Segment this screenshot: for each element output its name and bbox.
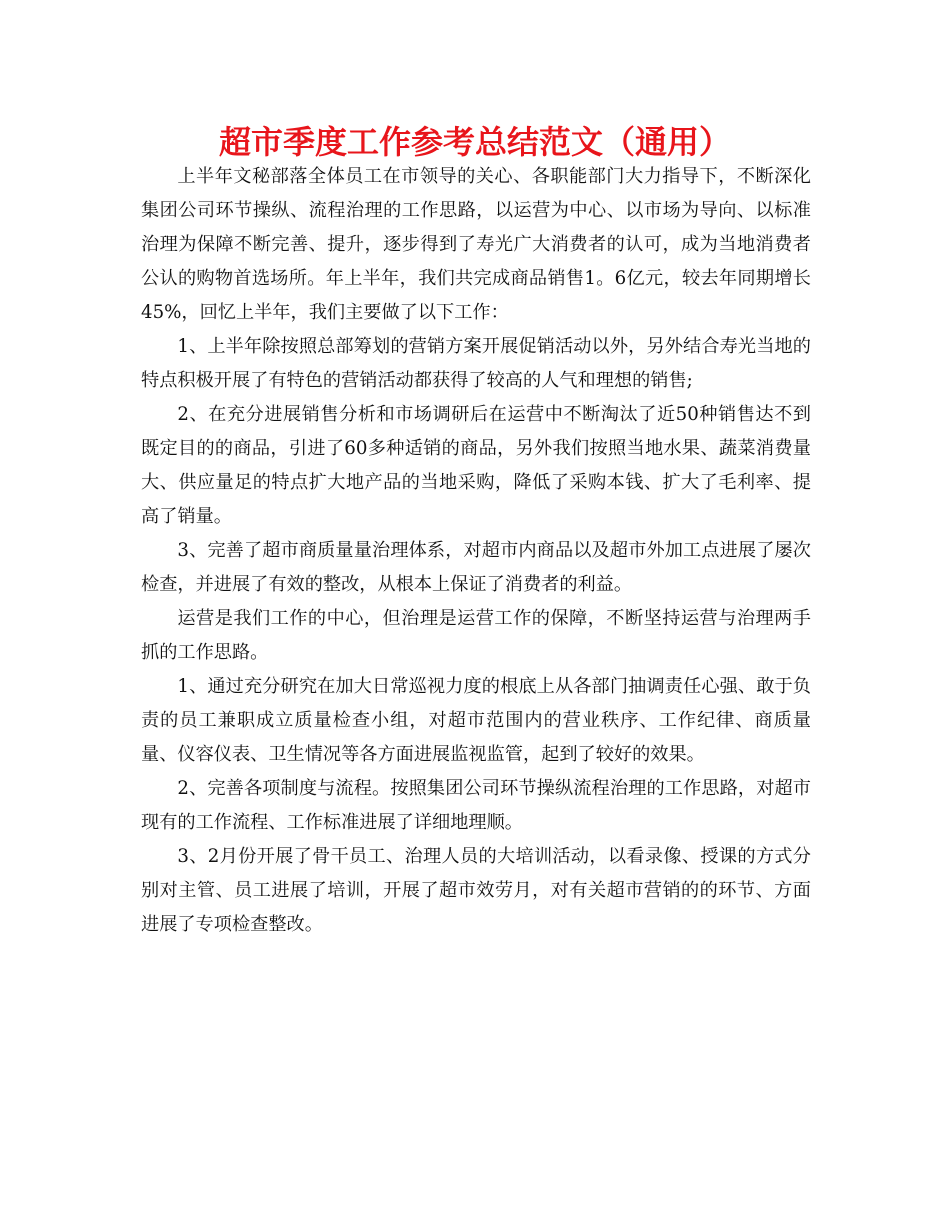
document-title: 超市季度工作参考总结范文（通用） xyxy=(218,123,731,161)
paragraph-marketing-item-1: 1、上半年除按照总部筹划的营销方案开展促销活动以外，另外结合寿光当地的特点积极开展了有特色的营销活动都获得了较高的人气和理想的销售; xyxy=(141,336,811,391)
paragraph-management-item-3: 3、2月份开展了骨干员工、治理人员的大培训活动，以看录像、授课的方式分别对主管、员工进展了培训，开展了超市效劳月，对有关超市营销的的环节、方面进展了专项检查整改。 xyxy=(141,846,811,935)
paragraph-marketing-item-3: 3、完善了超市商质量量治理体系，对超市内商品以及超市外加工点进展了屡次检查，并进展了有效的整改，从根本上保证了消费者的利益。 xyxy=(141,540,811,595)
paragraph-marketing-item-2: 2、在充分进展销售分析和市场调研后在运营中不断淘汰了近50种销售达不到既定目的的商品，引进了60多种适销的商品，另外我们按照当地水果、蔬菜消费量大、供应量足的特点扩大地产品的当地采购，降低了采购本钱、扩大了毛利率、提高了销量。 xyxy=(141,404,811,527)
paragraph-intro: 上半年文秘部落全体员工在市领导的关心、各职能部门大力指导下，不断深化集团公司环节操纵、流程治理的工作思路，以运营为中心、以市场为导向、以标准治理为保障不断完善、提升，逐步得到了寿光广大消费者的认可，成为当地消费者公认的购物首选场所。年上半年，我们共完成商品销售1。6亿元，较去年同期增长45%，回忆上半年，我们主要做了以下工作： xyxy=(141,166,811,323)
paragraph-management-item-1: 1、通过充分研究在加大日常巡视力度的根底上从各部门抽调责任心强、敢于负责的员工兼职成立质量检查小组，对超市范围内的营业秩序、工作纪律、商质量量、仪容仪表、卫生情况等各方面进展监视监管，起到了较好的效果。 xyxy=(141,676,811,765)
paragraph-management-item-2: 2、完善各项制度与流程。按照集团公司环节操纵流程治理的工作思路，对超市现有的工作流程、工作标准进展了详细地理顺。 xyxy=(141,778,811,833)
paragraph-management-intro: 运营是我们工作的中心，但治理是运营工作的保障，不断坚持运营与治理两手抓的工作思路。 xyxy=(141,608,811,663)
document-body xyxy=(141,160,811,942)
